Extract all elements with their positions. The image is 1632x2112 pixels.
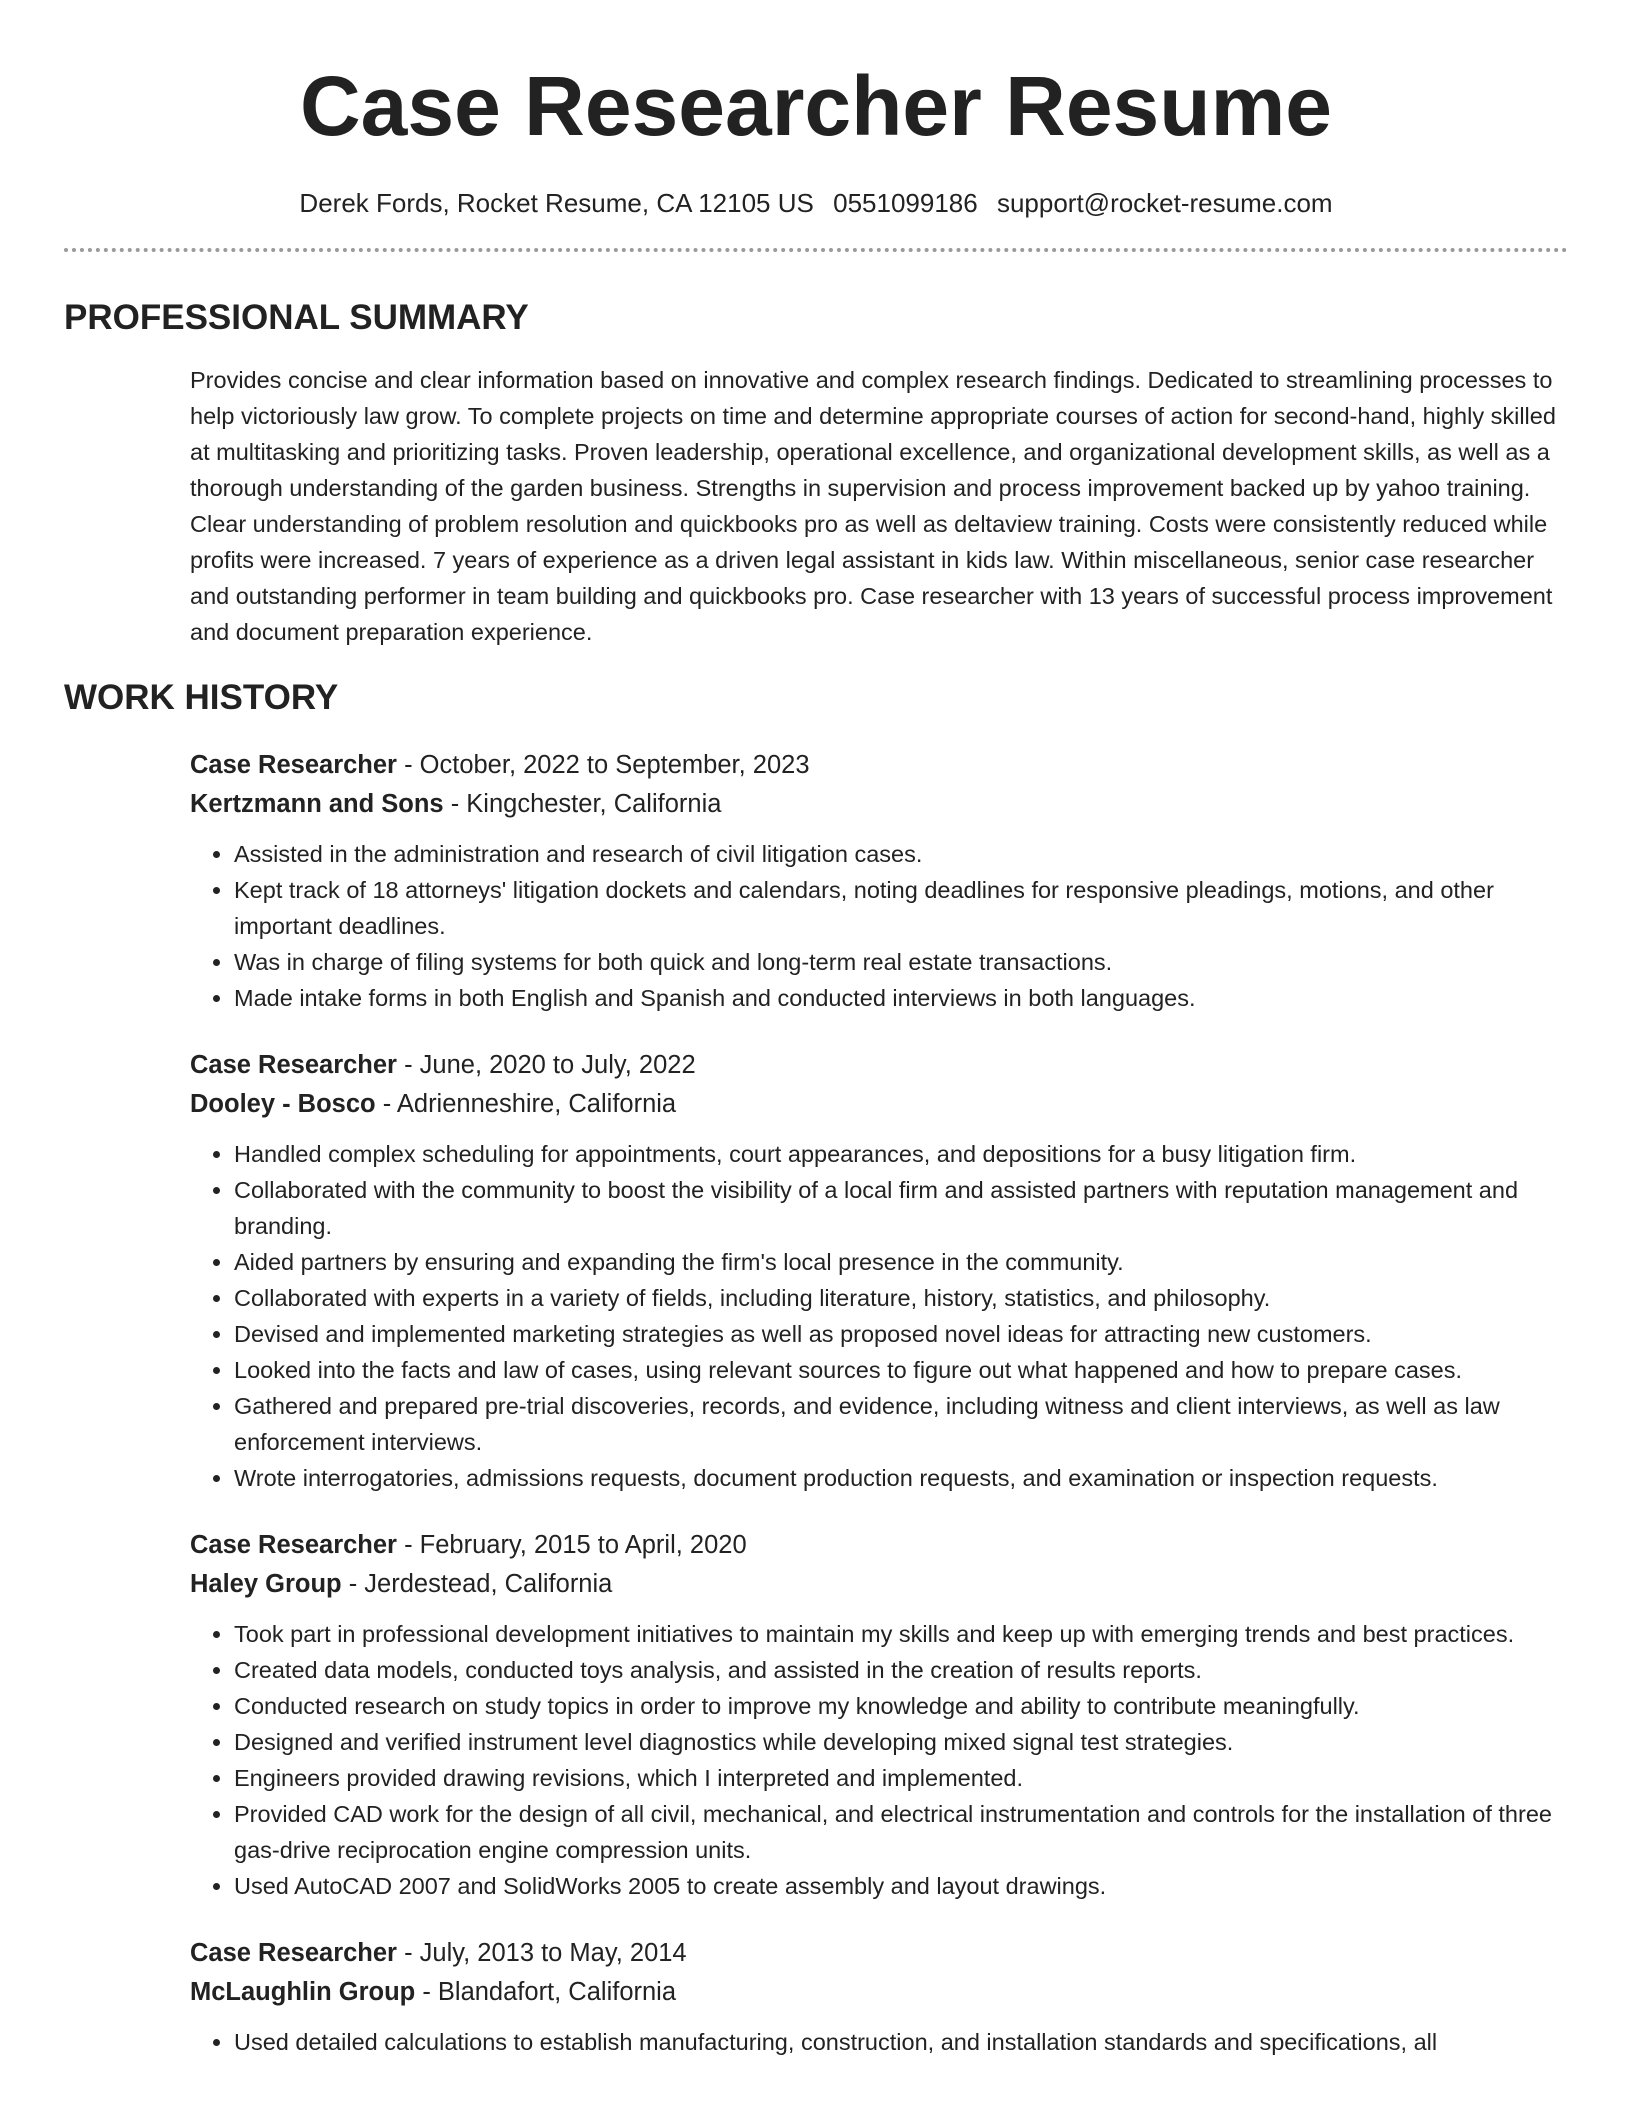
job-bullet: • Provided CAD work for the design of all civil, mechanical, and electrical instrumentation and controls for the installation of three gas-drive reciprocation engine compression units. bbox=[234, 1796, 1568, 1868]
job-company-line bbox=[190, 1085, 1568, 1124]
job-bullet: • Took part in professional development initiatives to maintain my skills and keep up with emerging trends and best practices. bbox=[234, 1616, 1568, 1652]
job-location: - Jerdestead, California bbox=[341, 1570, 613, 1598]
job-bullet: • Made intake forms in both English and Spanish and conducted interviews in both languages. bbox=[234, 980, 1568, 1016]
job-company: Haley Group bbox=[190, 1570, 342, 1598]
resume-page bbox=[64, 0, 1568, 2060]
job-bullet: • Assisted in the administration and research of civil litigation cases. bbox=[234, 836, 1568, 872]
header-divider bbox=[64, 248, 1568, 252]
job-bullet: • Conducted research on study topics in order to improve my knowledge and ability to contribute meaningfully. bbox=[234, 1688, 1568, 1724]
job-bullets bbox=[190, 2024, 1568, 2060]
job-location: - Kingchester, California bbox=[443, 790, 722, 818]
work-history-list bbox=[190, 746, 1568, 2060]
job-company: Dooley - Bosco bbox=[190, 1090, 376, 1118]
job-location: - Adrienneshire, California bbox=[375, 1090, 677, 1118]
job-bullet: • Was in charge of filing systems for both quick and long-term real estate transactions. bbox=[234, 944, 1568, 980]
job-company-line bbox=[190, 1565, 1568, 1604]
summary-heading: PROFESSIONAL SUMMARY bbox=[64, 298, 529, 337]
job-entry bbox=[190, 1046, 1568, 1496]
contact-line bbox=[64, 186, 1568, 220]
job-title: Case Researcher bbox=[190, 1051, 397, 1079]
job-title: Case Researcher bbox=[190, 1531, 397, 1559]
job-dates: - June, 2020 to July, 2022 bbox=[396, 1051, 696, 1079]
job-bullet: • Created data models, conducted toys analysis, and assisted in the creation of results reports. bbox=[234, 1652, 1568, 1688]
job-company-line bbox=[190, 1973, 1568, 2012]
contact-email: support@rocket-resume.com bbox=[996, 188, 1333, 218]
job-bullet: • Gathered and prepared pre-trial discoveries, records, and evidence, including witness and client interviews, as well as law enforcement interviews. bbox=[234, 1388, 1568, 1460]
job-dates: - July, 2013 to May, 2014 bbox=[396, 1939, 687, 1967]
contact-address: Derek Fords, Rocket Resume, CA 12105 US bbox=[299, 188, 814, 218]
job-dates: - February, 2015 to April, 2020 bbox=[396, 1531, 747, 1559]
job-bullet: • Handled complex scheduling for appointments, court appearances, and depositions for a busy litigation firm. bbox=[234, 1136, 1568, 1172]
job-title-line bbox=[190, 1046, 1568, 1085]
job-bullets bbox=[190, 1136, 1568, 1496]
job-bullet: • Kept track of 18 attorneys' litigation dockets and calendars, noting deadlines for responsive pleadings, motions, and other important deadlines. bbox=[234, 872, 1568, 944]
job-title: Case Researcher bbox=[190, 751, 397, 779]
job-bullet: • Designed and verified instrument level diagnostics while developing mixed signal test strategies. bbox=[234, 1724, 1568, 1760]
job-title: Case Researcher bbox=[190, 1939, 397, 1967]
job-bullet: • Looked into the facts and law of cases, using relevant sources to figure out what happened and how to prepare cases. bbox=[234, 1352, 1568, 1388]
resume-title: Case Researcher Resume bbox=[300, 59, 1332, 153]
job-entry bbox=[190, 746, 1568, 1016]
job-title-line bbox=[190, 1934, 1568, 1973]
job-company: Kertzmann and Sons bbox=[190, 790, 444, 818]
job-bullet: • Devised and implemented marketing strategies as well as proposed novel ideas for attracting new customers. bbox=[234, 1316, 1568, 1352]
summary-text: Provides concise and clear information based on innovative and complex research findings. Dedicated to streamlining processes to help victoriously law grow. To complete projects on time and determine appropriate courses of action for second-hand, highly skilled at multitasking and prioritizing tasks. Proven leadership, operational excellence, and organizational development skills, as well as a thorough understanding of the garden business. Strengths in supervision and process improvement backed up by yahoo training. Clear understanding of problem resolution and quickbooks pro as well as deltaview training. Costs were consistently reduced while profits were increased. 7 years of experience as a driven legal assistant in kids law. Within miscellaneous, senior case researcher and outstanding performer in team building and quickbooks pro. Case researcher with 13 years of successful process improvement and document preparation experience. bbox=[190, 367, 1556, 645]
job-bullets bbox=[190, 836, 1568, 1016]
job-bullet: • Collaborated with experts in a variety of fields, including literature, history, statistics, and philosophy. bbox=[234, 1280, 1568, 1316]
job-company: McLaughlin Group bbox=[190, 1978, 416, 2006]
job-bullet: • Engineers provided drawing revisions, which I interpreted and implemented. bbox=[234, 1760, 1568, 1796]
job-bullet: • Wrote interrogatories, admissions requests, document production requests, and examination or inspection requests. bbox=[234, 1460, 1568, 1496]
contact-phone: 0551099186 bbox=[833, 188, 978, 218]
job-dates: - October, 2022 to September, 2023 bbox=[396, 751, 810, 779]
job-company-line bbox=[190, 785, 1568, 824]
job-bullet: • Aided partners by ensuring and expanding the firm's local presence in the community. bbox=[234, 1244, 1568, 1280]
job-bullet: • Collaborated with the community to boost the visibility of a local firm and assisted partners with reputation management and branding. bbox=[234, 1172, 1568, 1244]
job-bullet: • Used detailed calculations to establish manufacturing, construction, and installation standards and specifications, all bbox=[234, 2024, 1568, 2060]
job-entry bbox=[190, 1934, 1568, 2060]
work-history-heading: WORK HISTORY bbox=[64, 678, 339, 717]
job-bullet: • Used AutoCAD 2007 and SolidWorks 2005 to create assembly and layout drawings. bbox=[234, 1868, 1568, 1904]
job-bullets bbox=[190, 1616, 1568, 1904]
job-title-line bbox=[190, 746, 1568, 785]
job-entry bbox=[190, 1526, 1568, 1904]
job-title-line bbox=[190, 1526, 1568, 1565]
job-location: - Blandafort, California bbox=[415, 1978, 677, 2006]
